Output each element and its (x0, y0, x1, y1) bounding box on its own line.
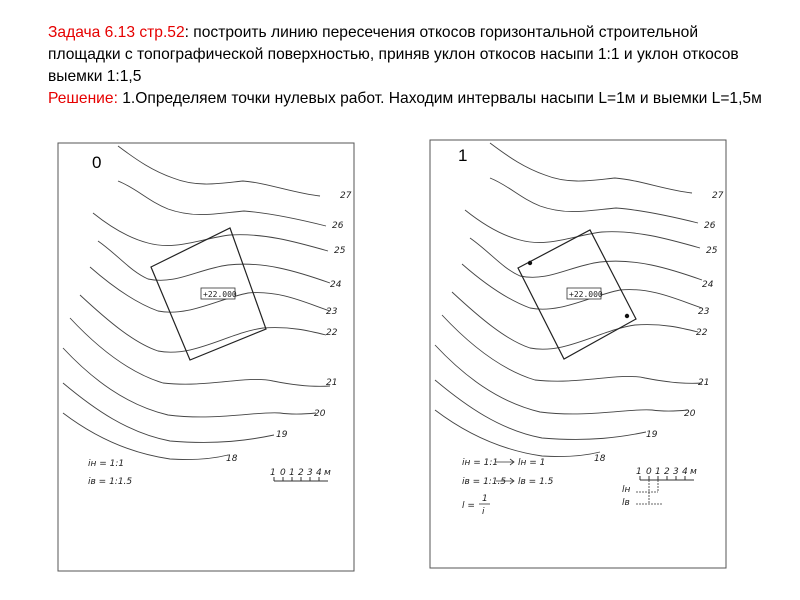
contour-label: 23 (698, 307, 710, 317)
contour-label: 21 (698, 378, 710, 388)
svg-text:2: 2 (664, 467, 670, 477)
scale-bar (270, 468, 331, 481)
contour-label: 24 (330, 280, 342, 290)
slope-note: iн = 1:1 (462, 458, 499, 468)
contour-lines (435, 143, 702, 457)
contour-label: 19 (646, 430, 658, 440)
svg-text:1: 1 (482, 494, 488, 504)
site-elevation: +22.000 (569, 290, 603, 299)
contour-18 (63, 413, 228, 460)
slope-note: lв = 1.5 (518, 477, 554, 487)
topographic-drawing-0 (58, 143, 354, 571)
contour-labels (226, 191, 352, 464)
panel-number-0: 0 (92, 153, 102, 172)
contour-23 (462, 264, 702, 309)
contour-24 (98, 241, 330, 283)
slope-note: iн = 1:1 (88, 459, 125, 469)
task-header (48, 22, 768, 110)
contour-27 (490, 143, 692, 193)
contour-label: 25 (334, 246, 346, 256)
contour-18 (435, 410, 600, 457)
zero-work-point (625, 314, 629, 318)
svg-text:0: 0 (646, 467, 652, 477)
contour-label: 22 (326, 328, 338, 338)
svg-text:1: 1 (270, 468, 276, 478)
contour-label: 21 (326, 378, 338, 388)
slope-notes (88, 459, 132, 487)
scale-interval-label: lв (622, 498, 630, 508)
svg-text:0: 0 (280, 468, 286, 478)
svg-text:м: м (324, 468, 331, 478)
svg-text:4: 4 (682, 467, 688, 477)
contour-27 (118, 146, 320, 196)
site-elevation: +22.000 (203, 290, 237, 299)
contour-26 (118, 181, 326, 226)
panel-number-1: 1 (458, 146, 468, 165)
contour-label: 18 (226, 454, 238, 464)
svg-text:1: 1 (289, 468, 295, 478)
svg-text:i: i (482, 507, 485, 517)
contour-label: 20 (314, 409, 326, 419)
drawing-sheet-0 (58, 143, 354, 571)
slope-note: iв = 1:1.5 (88, 477, 133, 487)
contour-label: 26 (704, 221, 716, 231)
contour-22 (80, 295, 326, 352)
contour-26 (490, 178, 698, 223)
slope-note: iв = 1:1.5 (462, 477, 507, 487)
scale-interval-label: lн (622, 485, 631, 495)
svg-text:1: 1 (655, 467, 661, 477)
contour-lines (63, 146, 330, 460)
scale-bar (622, 467, 697, 508)
contour-label: 20 (684, 409, 696, 419)
solution-label: Решение: (48, 90, 118, 107)
drawing-sheet-1 (430, 140, 726, 568)
slope-note: lн = 1 (518, 458, 546, 468)
contour-24 (470, 238, 702, 280)
svg-text:1: 1 (636, 467, 642, 477)
contour-label: 25 (706, 246, 718, 256)
zero-work-point (528, 261, 532, 265)
svg-text:2: 2 (298, 468, 304, 478)
task-label: Задача 6.13 стр.52 (48, 24, 185, 41)
contour-22 (452, 292, 698, 349)
contour-label: 27 (712, 191, 724, 201)
svg-text:3: 3 (307, 468, 313, 478)
svg-text:4: 4 (316, 468, 322, 478)
contour-label: 19 (276, 430, 288, 440)
contour-label: 18 (594, 454, 606, 464)
contour-label: 27 (340, 191, 352, 201)
topographic-drawing-1 (430, 140, 726, 568)
contour-label: 23 (326, 307, 338, 317)
task-text: : построить линию пересечения откосов горизонтальной строительной площадки с топографической поверхностью, приняв уклон откосов насыпи 1:1 и уклон откосов выемки 1:1,5 (48, 24, 739, 85)
contour-label: 24 (702, 280, 714, 290)
solution-text: 1.Определяем точки нулевых работ. Находим интервалы насыпи L=1м и выемки L=1,5м (117, 90, 762, 107)
svg-text:м: м (690, 467, 697, 477)
svg-text:3: 3 (673, 467, 679, 477)
formula (462, 494, 490, 517)
contour-label: 26 (332, 221, 344, 231)
contour-label: 22 (696, 328, 708, 338)
svg-text:l =: l = (462, 501, 475, 511)
